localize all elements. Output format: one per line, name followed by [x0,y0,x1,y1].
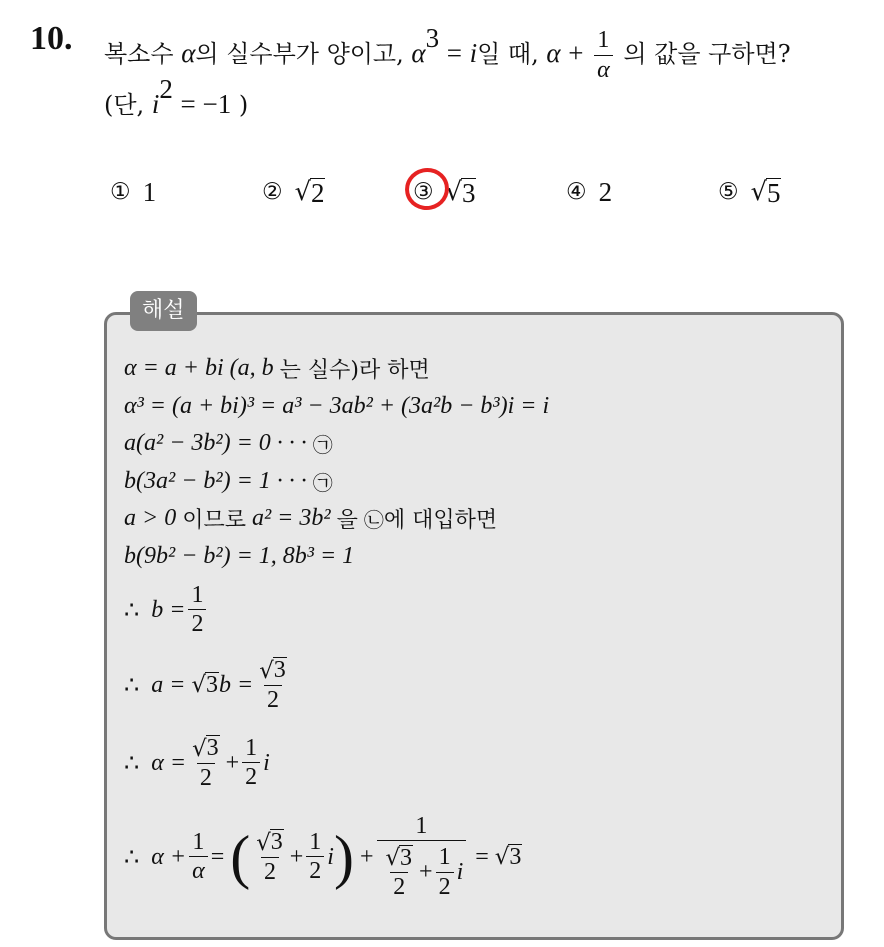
eq-i: i [469,38,478,68]
stem-part3: 일 때, [477,40,539,68]
eq-power: 3 [425,23,440,54]
stem-part2: 의 실수부가 양이고, [195,40,404,68]
expr-fraction [594,28,613,82]
l5-ko-b: 을 [336,507,358,533]
fraction-one-half [306,830,324,884]
frac-num: 1 [245,734,258,761]
circled-marker: ㉠ [312,432,333,457]
cond-prefix: (단, [104,91,145,119]
frac-num [383,845,417,872]
solution-line-4 [124,463,333,499]
cond-sup: 2 [159,74,173,105]
l3-math: a(a² − 3b²) = 0 · · · [124,429,307,456]
choice-value: 5 [766,177,781,208]
plus-sign: + [419,859,433,885]
frac-num: 1 [309,828,322,855]
radicand: 3 [206,671,219,698]
frac-num: 1 [438,844,451,871]
choice-value: 3 [461,177,476,208]
l1-math: α = a + bi (a, b [124,354,274,381]
stem-part1: 복소수 [104,40,174,68]
solution-line-9 [124,730,270,796]
radical-sign: √ [750,177,767,207]
fraction-sqrt3-over-2 [383,845,417,900]
frac-num [256,657,290,684]
choice-value: 2 [598,176,613,207]
frac-den-compound [377,840,467,900]
eq-alpha: α [411,38,426,68]
stem-part4: 의 값을 구하면? [623,40,791,68]
therefore-sign: ∴ [124,672,140,699]
choice-4[interactable] [566,168,612,216]
question-stem [104,20,874,86]
explanation-label: 해설 [130,291,197,331]
eq-equals: = [446,38,462,68]
therefore-sign: ∴ [124,597,140,624]
frac-den: 2 [436,872,454,900]
cond-suffix: ) [238,91,249,119]
choice-marker: ① [110,179,131,205]
frac-den: α [594,55,613,83]
radical-sign: √ [256,829,271,856]
choice-marker: ④ [566,179,587,205]
radical-sign: √ [385,845,401,872]
radical-sign: √ [192,735,207,762]
l8-mid: b = [219,671,254,698]
solution-line-10 [124,802,522,912]
circled-marker: ㉡ [363,507,384,532]
choice-value: 2 [310,177,325,208]
choice-2[interactable] [262,168,325,216]
choice-value-sqrt [751,177,782,207]
radical-sign: √ [445,177,462,207]
solution-line-5 [124,500,497,536]
radicand: 3 [270,829,283,856]
choice-1[interactable] [110,168,156,216]
l5-math-b: a² = 3b² [251,504,331,531]
frac-den: 2 [390,872,408,900]
radicand: 3 [273,657,286,684]
frac-den: 2 [306,856,324,884]
equals-sign: = [210,843,225,870]
l5-math-a: a > 0 [124,504,177,531]
therefore-sign: ∴ [124,750,140,777]
expr-plus: + [568,38,584,68]
fraction-one-half [188,583,206,637]
fraction-one-half [242,736,260,790]
choice-marker: ③ [413,179,434,205]
radical-sign: √ [191,672,207,699]
radical-sign: √ [294,177,311,207]
radicand: 3 [509,843,522,870]
choice-value-sqrt [446,177,477,207]
expr-alpha: α [546,38,561,68]
frac-den: 2 [188,609,206,637]
circled-marker: ㉠ [312,470,333,495]
frac-num: 1 [415,812,428,839]
solution-line-3 [124,425,333,461]
solution-line-7 [124,580,209,640]
imag-unit: i [456,859,464,885]
fraction-sqrt3-over-2 [256,657,290,712]
question-condition [104,74,249,125]
therefore-sign: ∴ [124,844,140,871]
frac-den: 2 [261,857,279,885]
choice-marker: ⑤ [718,179,739,205]
plus-sign: + [225,749,240,776]
l10-lhs: α + [151,843,187,870]
frac-num: 1 [597,27,610,54]
fraction-one-over-alpha [189,830,208,884]
frac-den: α [189,856,208,884]
frac-den: 2 [197,763,215,791]
right-paren: ) [333,824,354,890]
plus-sign: + [359,843,374,870]
cond-rhs: = −1 [180,89,232,119]
sqrt-three [191,672,219,698]
l1-ko: 는 실수)라 하면 [279,357,430,383]
choice-value: 1 [142,176,157,207]
imag-unit: i [327,843,334,870]
imag-unit: i [263,749,270,776]
choice-value-sqrt [295,177,326,207]
fraction-sqrt3-over-2 [189,735,223,790]
solution-line-6: b(9b² − b²) = 1, 8b³ = 1 [124,542,355,569]
frac-num [189,735,223,762]
l5-ko-c: 에 대입하면 [383,507,498,533]
frac-den: 2 [264,685,282,713]
cond-i: i [151,89,160,119]
l5-ko-a: 이므로 [182,507,246,533]
solution-line-2: α³ = (a + bi)³ = a³ − 3ab² + (3a²b − b³)i = i [124,392,550,419]
l4-math: b(3a² − b²) = 1 · · · [124,467,307,494]
radicand: 3 [206,735,219,762]
frac-num: 1 [191,581,204,608]
frac-den: 2 [242,762,260,790]
equals-sign: = [475,843,489,870]
l9-lhs: α = [151,749,187,776]
solution-line-1 [124,350,430,386]
frac-num [253,829,287,856]
solution-line-8 [124,652,293,718]
stem-alpha: α [181,38,196,68]
choice-5[interactable] [718,168,781,216]
frac-num: 1 [192,828,205,855]
fraction-sqrt3-over-2 [253,829,287,884]
choice-marker: ② [262,179,283,205]
problem-number: 10. [30,20,73,57]
plus-sign: + [289,843,304,870]
complex-fraction [377,814,467,901]
l8-lhs: a = [151,671,186,698]
radical-sign: √ [259,657,274,684]
left-paren: ( [230,824,251,890]
fraction-one-half [436,845,454,899]
radical-sign: √ [494,844,510,871]
sqrt-three-result [495,844,523,870]
l7-lhs: b = [151,596,186,623]
radicand: 3 [400,844,413,871]
